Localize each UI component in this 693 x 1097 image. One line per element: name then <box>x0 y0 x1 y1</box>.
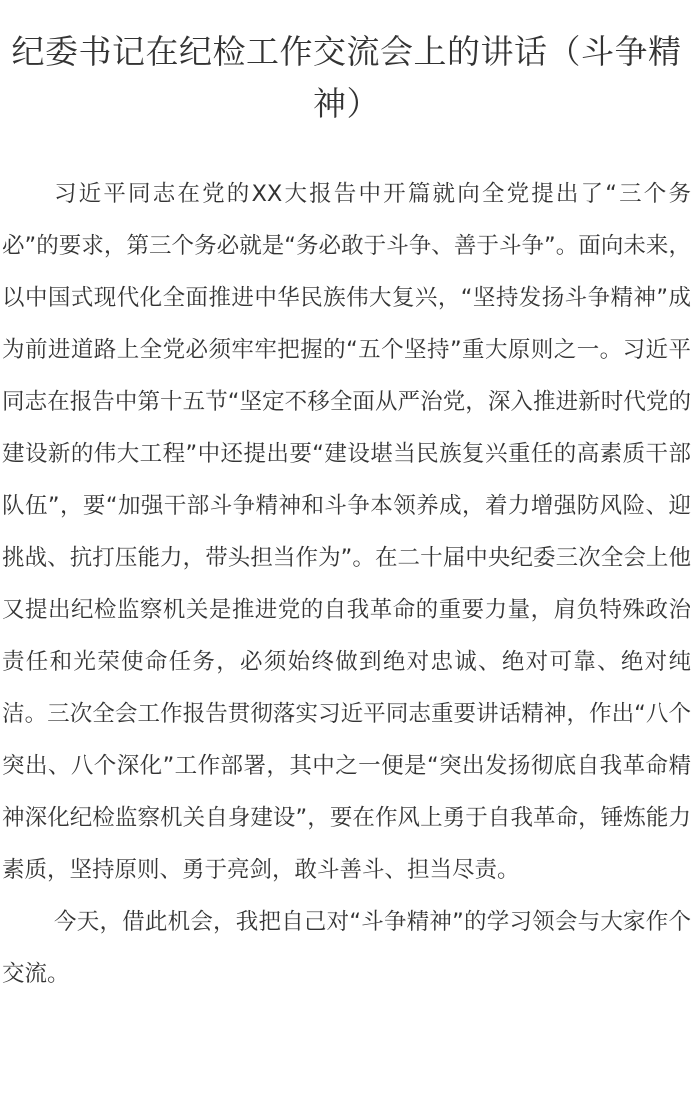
body-paragraph-2: 今天，借此机会，我把自己对“斗争精神”的学习领会与大家作个交流。 <box>2 909 691 987</box>
body-paragraph-1: 习近平同志在党的XX大报告中开篇就向全党提出了“三个务必”的要求，第三个务必就是“务必敢于斗争、善于斗争”。面向未来，以中国式现代化全面推进中华民族伟大复兴，“坚持发扬斗争精神”成为前进道路上全党必须牢牢把握的“五个坚持”重大原则之一。习近平同志在报告中第十五节“坚定不移全面从严治党，深入推进新时代党的建设新的伟大工程”中还提出要“建设堪当民族复兴重任的高素质干部队伍”，要“加强干部斗争精神和斗争本领养成，着力增强防风险、迎挑战、抗打压能力，带头担当作为”。在二十届中央纪委三次全会上他又提出纪检监察机关是推进党的自我革命的重要力量，肩负特殊政治责任和光荣使命任务，必须始终做到绝对忠诚、绝对可靠、绝对纯洁。三次全会工作报告贯彻落实习近平同志重要讲话精神，作出“八个突出、八个深化”工作部署，其中之一便是“突出发扬彻底自我革命精神深化纪检监察机关自身建设”，要在作风上勇于自我革命，锤炼能力素质，坚持原则、勇于亮剑，敢斗善斗、担当尽责。 <box>2 181 691 883</box>
document-body <box>0 168 693 1000</box>
document-title: 纪委书记在纪检工作交流会上的讲话（斗争精神） <box>11 32 682 123</box>
